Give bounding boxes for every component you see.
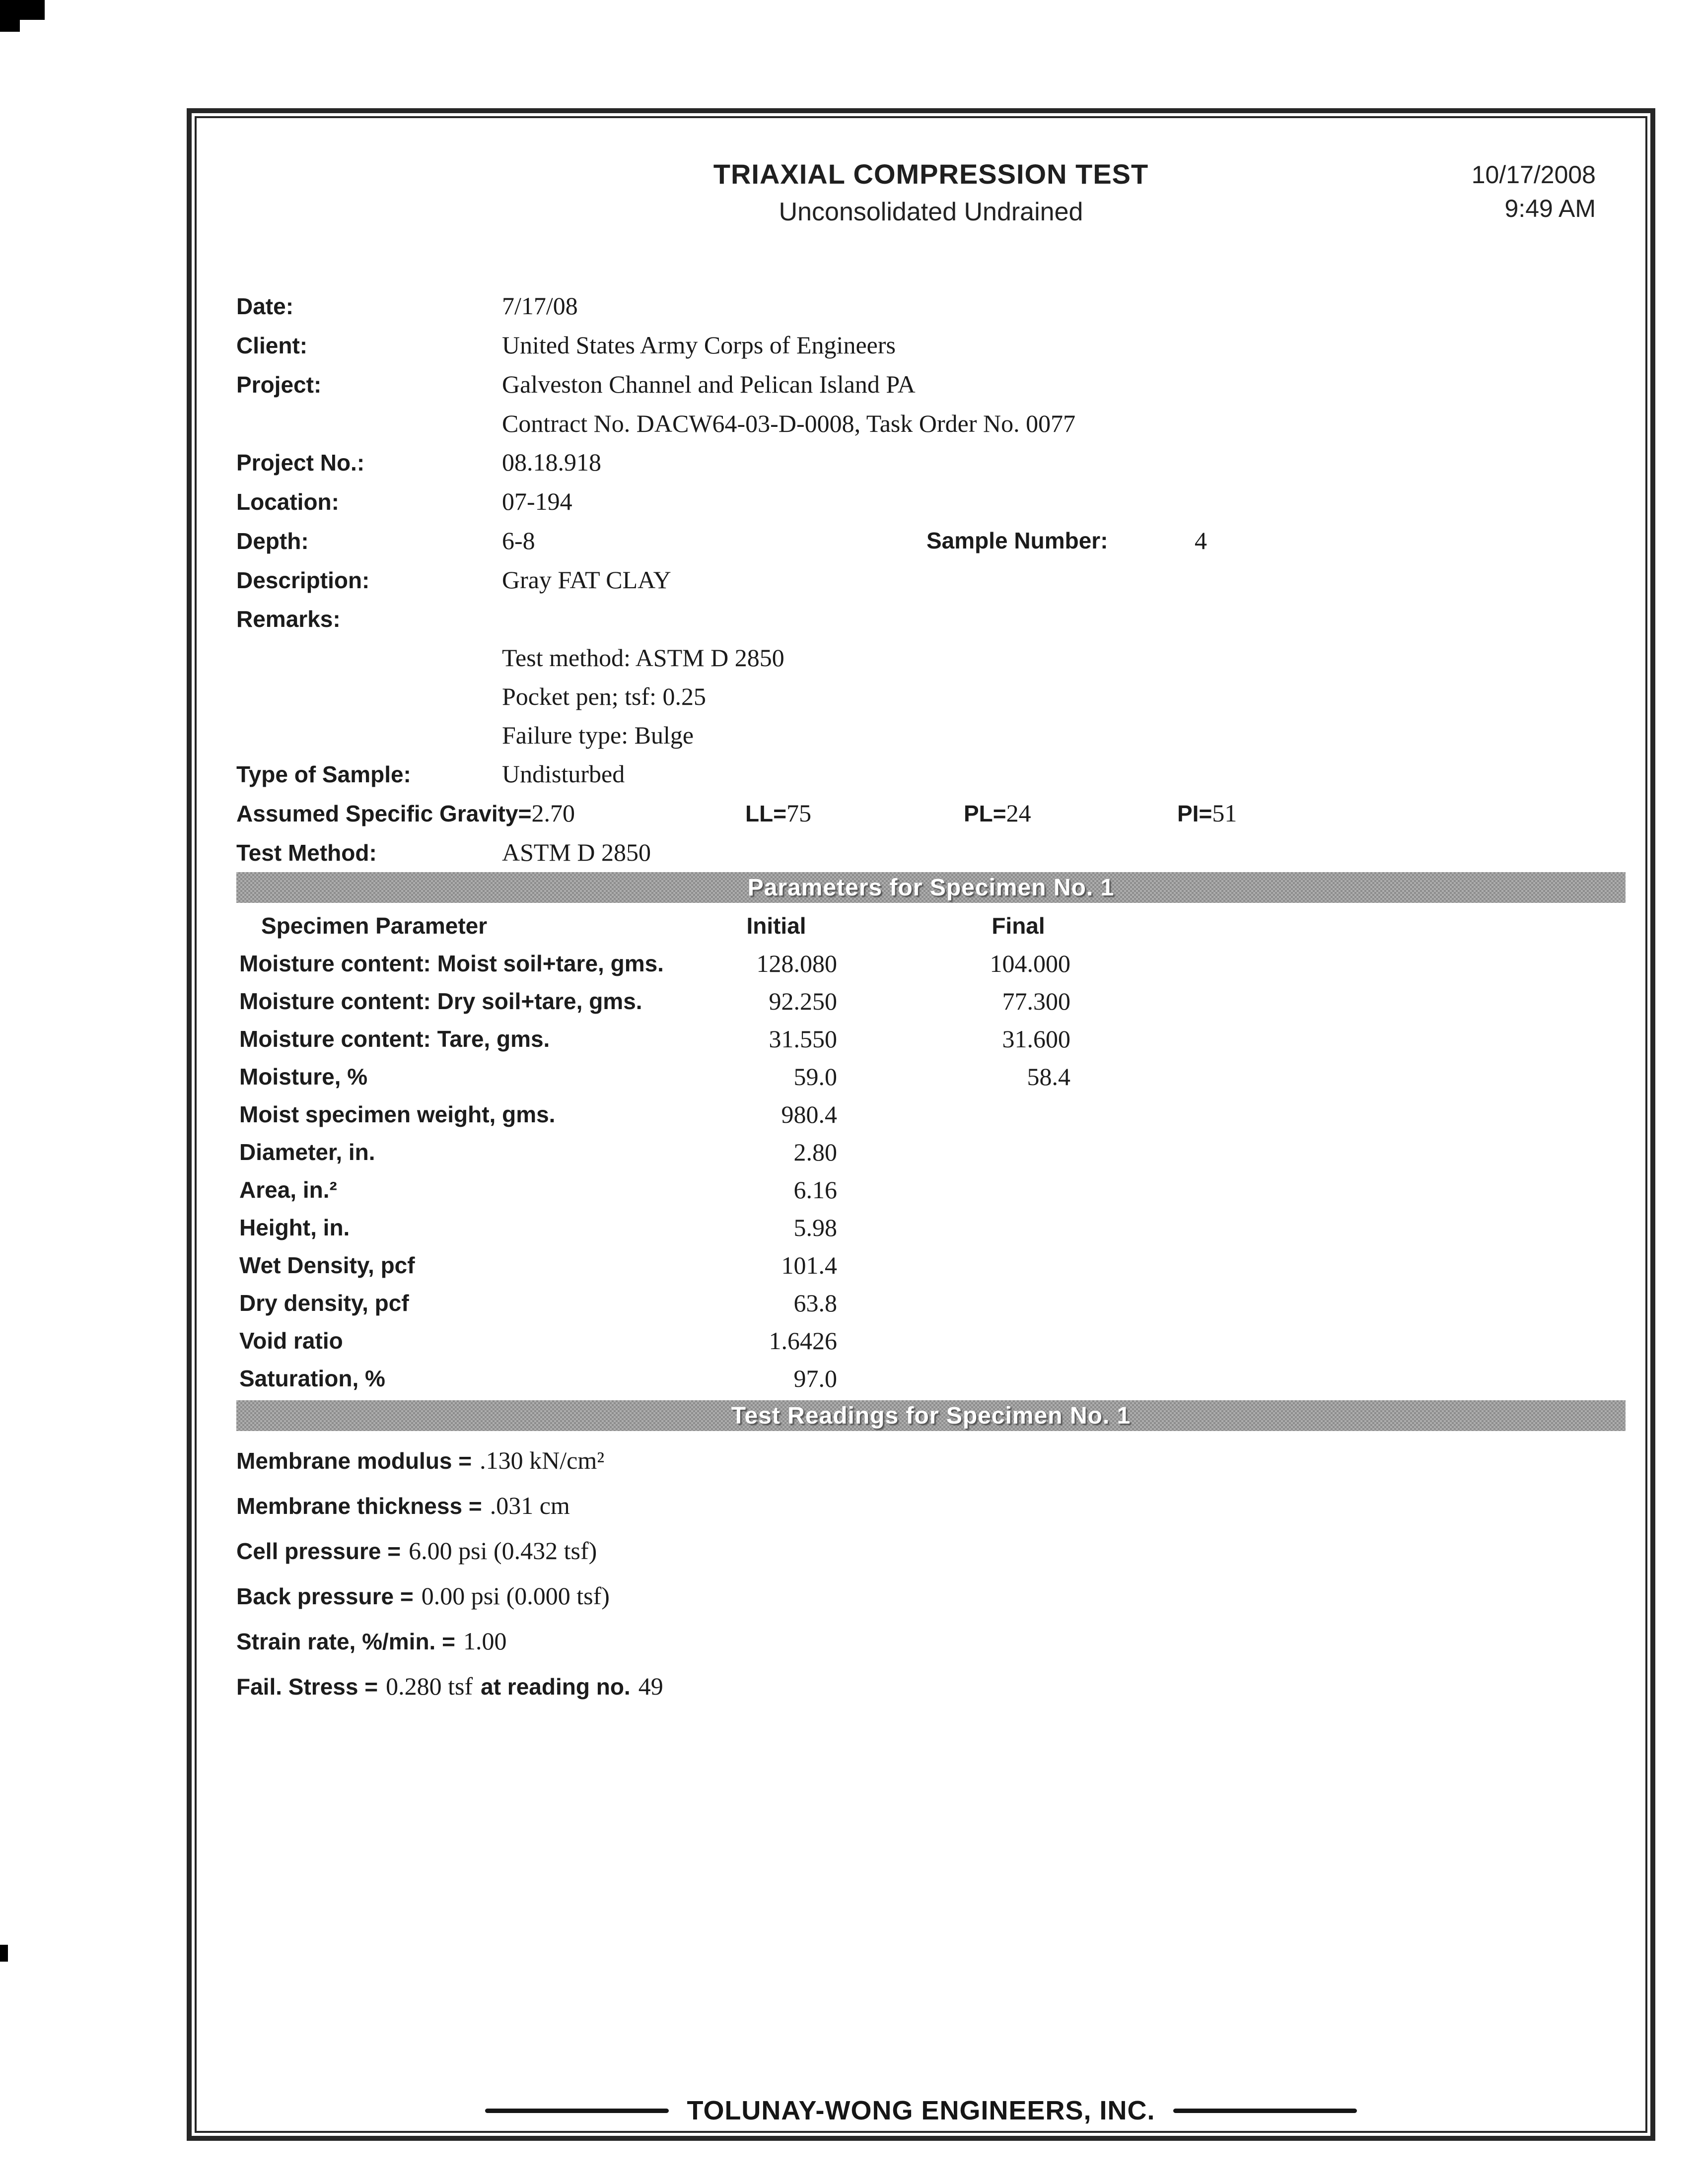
initial-value: 59.0 [793, 1063, 837, 1091]
initial-value: 6.16 [793, 1176, 837, 1204]
field-value: Contract No. DACW64-03-D-0008, Task Order No. 0077 [502, 410, 1076, 437]
field-label: Test Method: [236, 840, 377, 866]
table-row [236, 1209, 1626, 1246]
table-row [236, 1095, 1626, 1133]
info-row-pocket-pen [236, 677, 1626, 716]
field-value: Gray FAT CLAY [502, 566, 671, 594]
pl-value: 24 [1006, 799, 1031, 827]
reading-line-back-pressure [236, 1576, 1626, 1622]
parameter-name: Diameter, in. [239, 1139, 375, 1165]
ll-value: 75 [786, 799, 812, 827]
table-row [236, 1284, 1626, 1322]
initial-value: 31.550 [769, 1025, 837, 1053]
reading-line-membrane-modulus [236, 1441, 1626, 1486]
parameter-name: Area, in.² [239, 1177, 337, 1203]
reading-line-cell-pressure [236, 1531, 1626, 1576]
table-row [236, 1171, 1626, 1209]
readings-section-header [236, 1400, 1626, 1431]
pi-value: 51 [1212, 799, 1237, 827]
final-value [837, 1246, 1070, 1284]
reading-value: 1.00 [463, 1627, 507, 1655]
info-row-client [236, 326, 1626, 365]
reading-label: Membrane modulus = [236, 1448, 472, 1474]
atterberg-limits-row [236, 794, 1626, 833]
plastic-limit [964, 794, 1031, 839]
table-row [236, 1246, 1626, 1284]
field-value: Galveston Channel and Pelican Island PA [502, 370, 916, 398]
field-label: Description: [236, 567, 370, 593]
field-label: Type of Sample: [236, 761, 411, 787]
table-row [236, 945, 1626, 982]
info-row-test-method-note [236, 638, 1626, 677]
liquid-limit [745, 794, 811, 839]
company-name: TOLUNAY-WONG ENGINEERS, INC. [687, 2096, 1155, 2125]
pl-label: PL= [964, 801, 1006, 826]
reading-label: Cell pressure = [236, 1538, 401, 1564]
reading-value: .031 cm [490, 1492, 570, 1519]
field-value: 7/17/08 [502, 292, 578, 320]
reading-line-fail-stress [236, 1667, 1626, 1712]
field-label: Remarks: [236, 606, 341, 632]
field-label: Project: [236, 372, 322, 398]
info-row-test-method [236, 833, 1626, 872]
parameters-section-title: Parameters for Specimen No. 1 [747, 874, 1115, 901]
sample-number-value: 4 [1195, 527, 1207, 554]
info-row-project [236, 365, 1626, 404]
column-header-final: Final [992, 913, 1045, 939]
info-row-date [236, 286, 1626, 326]
table-row [236, 1322, 1626, 1360]
sample-info-block [236, 286, 1626, 872]
table-row [236, 1020, 1626, 1058]
parameter-name: Moisture content: Dry soil+tare, gms. [239, 988, 642, 1014]
info-row-contract [236, 404, 1626, 443]
initial-value: 63.8 [793, 1289, 837, 1317]
table-header-row [236, 907, 1626, 945]
initial-value: 2.80 [793, 1138, 837, 1166]
document-footer [197, 2095, 1645, 2126]
final-value [837, 1322, 1070, 1360]
initial-value: 97.0 [793, 1365, 837, 1392]
info-row-depth [236, 521, 1626, 560]
field-value: United States Army Corps of Engineers [502, 331, 896, 359]
column-header-parameter: Specimen Parameter [261, 913, 488, 939]
parameter-name: Wet Density, pcf [239, 1252, 415, 1278]
ll-label: LL= [745, 801, 787, 826]
final-value: 77.300 [1002, 987, 1070, 1015]
initial-value: 101.4 [781, 1251, 837, 1279]
column-header-initial: Initial [746, 913, 806, 939]
info-row-location [236, 482, 1626, 521]
field-value: 08.18.918 [502, 448, 601, 476]
field-value: Pocket pen; tsf: 0.25 [502, 682, 707, 710]
initial-value: 980.4 [781, 1100, 837, 1128]
parameter-name: Moisture, % [239, 1064, 368, 1090]
parameter-name: Moisture content: Tare, gms. [239, 1026, 550, 1052]
reading-value: 0.00 psi (0.000 tsf) [421, 1582, 610, 1610]
field-label: Depth: [236, 528, 309, 554]
info-row-type-of-sample [236, 754, 1626, 794]
final-value [837, 1171, 1070, 1209]
reading-label: Strain rate, %/min. = [236, 1629, 455, 1654]
footer-rule-left [485, 2109, 669, 2113]
final-value [837, 1284, 1070, 1322]
table-row [236, 1360, 1626, 1397]
scan-artifact [0, 20, 20, 32]
footer-rule-right [1173, 2109, 1357, 2113]
parameter-name: Void ratio [239, 1328, 343, 1354]
specific-gravity-label: Assumed Specific Gravity= [236, 801, 532, 826]
field-label: Client: [236, 333, 308, 358]
reading-value: 0.280 tsf [386, 1672, 473, 1700]
parameter-name: Dry density, pcf [239, 1290, 409, 1316]
scan-artifact [0, 1945, 8, 1962]
parameter-name: Saturation, % [239, 1365, 385, 1391]
plasticity-index [1177, 794, 1237, 839]
info-row-failure-type [236, 716, 1626, 754]
parameters-section-header [236, 872, 1626, 903]
field-value: ASTM D 2850 [502, 838, 651, 866]
info-row-description [236, 560, 1626, 600]
initial-value: 92.250 [769, 987, 837, 1015]
reading-value-secondary: 49 [638, 1672, 663, 1700]
field-value: Failure type: Bulge [502, 721, 694, 749]
initial-value: 1.6426 [769, 1327, 837, 1355]
field-label: Location: [236, 489, 339, 515]
table-row [236, 1058, 1626, 1095]
info-row-project-no [236, 443, 1626, 482]
print-time: 9:49 AM [1504, 195, 1596, 222]
final-value [837, 1133, 1070, 1171]
reading-value: .130 kN/cm² [480, 1446, 605, 1474]
specimen-parameter-table [236, 907, 1626, 1397]
field-label: Project No.: [236, 450, 365, 476]
page-border-frame [187, 108, 1655, 2141]
readings-section-title: Test Readings for Specimen No. 1 [731, 1402, 1131, 1429]
initial-value: 5.98 [793, 1214, 837, 1241]
field-value: 6-8 [502, 527, 535, 554]
final-value [837, 1209, 1070, 1246]
field-value: Test method: ASTM D 2850 [502, 644, 784, 672]
reading-label: Fail. Stress = [236, 1674, 378, 1700]
reading-value: 6.00 psi (0.432 tsf) [409, 1537, 597, 1565]
parameter-name: Moist specimen weight, gms. [239, 1101, 556, 1127]
test-readings-block [236, 1441, 1626, 1712]
print-date: 10/17/2008 [1471, 161, 1596, 189]
final-value [837, 1095, 1070, 1133]
pi-label: PI= [1177, 801, 1212, 826]
sample-number-label: Sample Number: [926, 528, 1108, 553]
print-timestamp [1472, 158, 1596, 225]
document-title: TRIAXIAL COMPRESSION TEST [713, 158, 1149, 190]
info-row-remarks [236, 600, 1626, 638]
final-value: 58.4 [1027, 1063, 1070, 1091]
document-subtitle: Unconsolidated Undrained [779, 198, 1083, 226]
final-value: 104.000 [990, 950, 1070, 977]
reading-label: Back pressure = [236, 1583, 414, 1609]
parameter-name: Moisture content: Moist soil+tare, gms. [239, 951, 664, 976]
final-value [837, 1360, 1070, 1397]
reading-line-membrane-thickness [236, 1486, 1626, 1531]
specific-gravity-value: 2.70 [531, 799, 575, 827]
page-content [195, 116, 1647, 2133]
field-value: 07-194 [502, 487, 572, 515]
initial-value: 128.080 [756, 950, 837, 977]
parameter-name: Height, in. [239, 1215, 350, 1240]
field-label: Date: [236, 293, 294, 319]
table-row [236, 1133, 1626, 1171]
field-value: Undisturbed [502, 760, 625, 788]
reading-label: Membrane thickness = [236, 1493, 482, 1519]
reading-label-secondary: at reading no. [481, 1674, 631, 1700]
reading-line-strain-rate [236, 1622, 1626, 1667]
scan-artifact [0, 0, 45, 20]
document-header [236, 158, 1626, 227]
table-row [236, 982, 1626, 1020]
final-value: 31.600 [1002, 1025, 1070, 1053]
